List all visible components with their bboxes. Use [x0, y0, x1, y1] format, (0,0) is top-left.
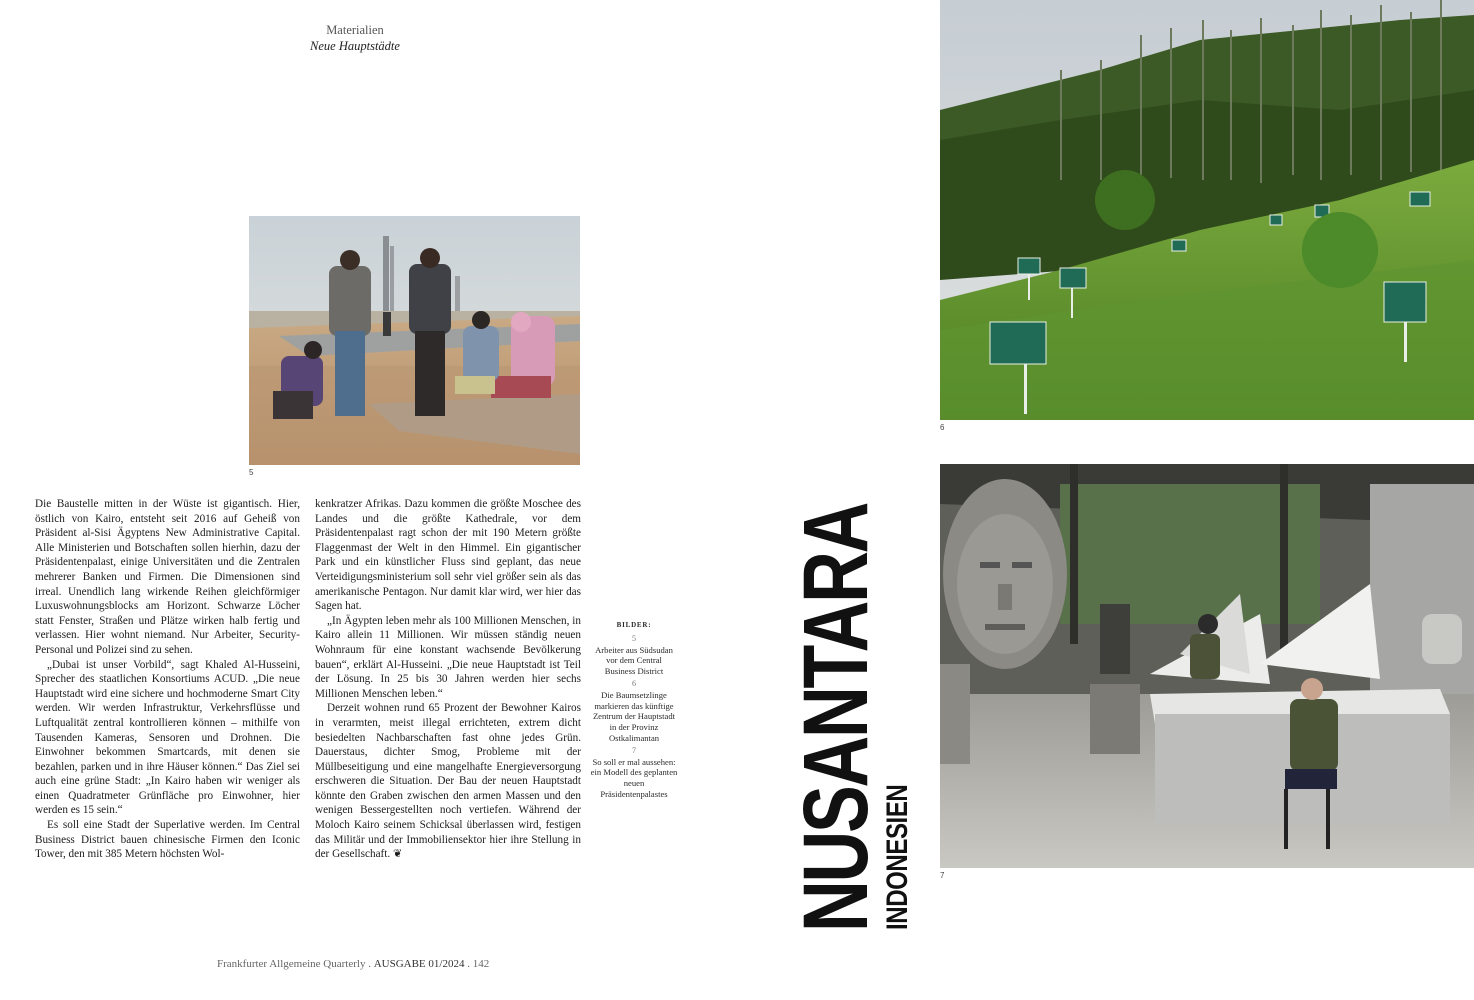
captions-label: BILDER:: [616, 621, 652, 629]
photo-palace-model-icon: [940, 464, 1474, 868]
caption-number: 5: [632, 633, 636, 643]
paragraph: kenkratzer Afrikas. Dazu kommen die größte Moschee des Landes und die größte Kathedrale, vor dem Präsidentenpalast ragt schon der mit 190 Metern größte Flaggenmast der Welt in den Himmel. Ein gigantischer Park und ein künstlicher Fluss sind geplant, das neue Verteidigungsministerium soll sehr viel größer sein als das amerikanische Pentagon. Nur damit klar wird, wer hier das Sagen hat.: [315, 498, 581, 613]
caption-number: 6: [632, 678, 636, 688]
page-number: 142: [472, 958, 490, 970]
paragraph: „In Ägypten leben mehr als 100 Millionen Menschen, in Kairo allein 11 Millionen. Wir müssen ständig neuen Wohnraum für eine konstant wachsende Bevölkerung bauen“, erklärt Al-Husseini. „Die neue Hauptstadt ist Teil der Lösung. In 25 bis 30 Jahren werden hier sechs Millionen Menschen leben.“: [315, 614, 581, 700]
issue-label: AUSGABE 01/2024: [373, 958, 465, 970]
paragraph: Es soll eine Stadt der Superlative werden. Im Central Business District bauen chinesische Firmen den Iconic Tower, den mit 385 Metern höchsten Wol-: [35, 819, 300, 861]
caption-number: 7: [632, 745, 636, 755]
photo-palace-model: [940, 464, 1474, 868]
section-subtitle: Neue Hauptstädte: [310, 39, 400, 53]
separator: .: [464, 958, 473, 970]
article-column-1: [35, 497, 300, 862]
separator: .: [365, 958, 374, 970]
paragraph: Die Baustelle mitten in der Wüste ist gigantisch. Hier, östlich von Kairo, entsteht seit 2016 auf Geheiß von Präsident al-Sisi Ägyptens New Administrative Capital. Alle Ministerien und Botschaften sollen hierhin, dazu der Präsidentenpalast, einige Universitäten und die Zentralen mehrerer Banken und Firmen. Die Dimensionen sind irreal. Unendlich lang wirkende Reihen gleichförmiger Luxuswohnungsblocks am Horizont. Schwarze Löcher statt Fenster, Straßen und Plätze wirken halb fertig und verlassen. Hier wohnt niemand. Nur Arbeiter, Security-Personal und Polizei sind zu sehen.: [35, 498, 300, 656]
photo-workers-desert-icon: [249, 216, 580, 465]
caption-text: So soll er mal aussehen: ein Modell des geplanten neuen Präsidentenpalastes: [590, 756, 678, 799]
image-captions: [590, 620, 678, 800]
caption-text: Die Baumsetzlinge markieren das künftige Zentrum der Hauptstadt in der Provinz Ostkalimantan: [592, 689, 676, 743]
paragraph: „Dubai ist unser Vorbild“, sagt Khaled Al-Husseini, Sprecher des staatlichen Konsortiums ACUD. „Die neue Hauptstadt wird eine sichere und hochmoderne Smart City werden. Wir werden Infrastruktur, Verkehrsflüsse und Luftqualität zentral kontrollieren können – mithilfe von Tausenden Kameras, Sensoren und Drohnen. Die Einwohner bekommen Smartcards, mit denen sie bezahlen, parken und in ihre Häuser können.“ Das Ziel sei auch eine grüne Stadt: „In Kairo haben wir weniger als einen Quadratmeter Grünfläche pro Einwohner, hier werden es 15 sein.“: [35, 658, 300, 817]
title-country: INDONESIEN: [881, 784, 914, 930]
photo-number-5: 5: [249, 468, 254, 477]
section-label: Materialien: [326, 23, 384, 37]
end-mark-icon: ❦: [392, 848, 403, 861]
photo-saplings: [940, 0, 1474, 420]
photo-number-6: 6: [940, 423, 945, 432]
title-nusantara: NUSANTARA: [785, 503, 887, 932]
paragraph-text: Derzeit wohnen rund 65 Prozent der Bewohner Kairos in verarmten, meist illegal errichteten, extrem dicht besiedelten Nachbarschaften fast ohne jedes Grün. Dauerstaus, dichter Smog, Probleme mit der Müllbeseitigung und eine mangelhafte Energieversorgung erschweren die Situation. Der Bau der neuen Hauptstadt könnte den Graben zwischen den armen Massen und den wenigen Bessergestellten noch vertiefen. Während der Moloch Kairo seinem Schicksal überlassen wird, festigen das Militär und der Immobiliensektor hier ihre Stellung in der Gesellschaft.: [315, 702, 581, 861]
photo-tree-saplings-icon: [940, 0, 1474, 420]
paragraph: [315, 701, 581, 862]
page-footer: [217, 958, 489, 970]
photo-number-7: 7: [940, 871, 945, 880]
photo-workers: [249, 216, 580, 465]
publication-name: Frankfurter Allgemeine Quarterly: [217, 958, 366, 970]
caption-text: Arbeiter aus Südsudan vor dem Central Business District: [595, 644, 673, 677]
article-column-2: [315, 497, 581, 862]
section-header: [250, 22, 460, 54]
